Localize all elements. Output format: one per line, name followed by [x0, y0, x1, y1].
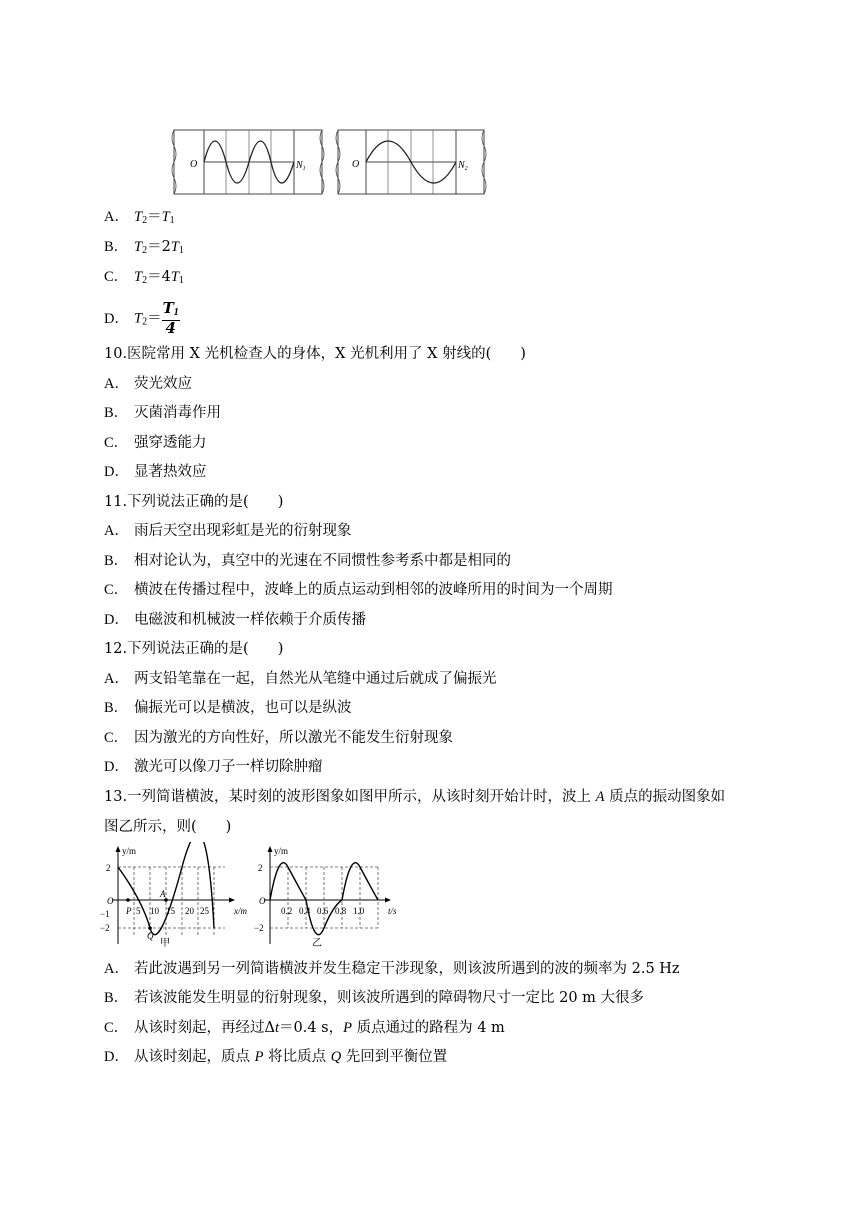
q10-option-d: D． 显著热效应 — [104, 464, 207, 480]
q11-option-c: C． 横波在传播过程中，波峰上的质点运动到相邻的波峰所用的时间为一个周期 — [104, 582, 613, 598]
oscillograph-panel-2 — [336, 130, 486, 194]
panel2-origin: O — [352, 159, 360, 170]
q11-option-d: D． 电磁波和机械波一样依赖于介质传播 — [104, 612, 366, 628]
q13-option-a: A． 若此波遇到另一列简谐横波并发生稳定干涉现象，则该波所遇到的波的频率为 2.5 Hz — [104, 961, 680, 977]
svg-text:5: 5 — [136, 906, 141, 916]
panel1-origin: O — [190, 159, 198, 170]
svg-text:15: 15 — [166, 906, 175, 916]
q11-stem: 11.下列说法正确的是( ) — [104, 494, 284, 510]
q9-option-d: D． $T_2=$ $\frac{T_1}{4}$ — [104, 299, 179, 337]
q9-option-c: C． $T_2=4T_1$ — [104, 269, 184, 286]
panel1-end: $N_1$ — [296, 160, 306, 172]
point-p — [126, 898, 130, 902]
graph-jia — [100, 842, 260, 950]
q13-option-d: D． 从该时刻起，质点 P 将比质点 Q 先回到平衡位置 — [104, 1049, 448, 1065]
svg-text:20: 20 — [185, 906, 194, 916]
panel2-end: $N_2$ — [458, 160, 468, 172]
q10-option-b: B． 灭菌消毒作用 — [104, 405, 221, 421]
svg-text:25: 25 — [200, 906, 209, 916]
svg-text:0.8: 0.8 — [335, 906, 347, 916]
graph-yi — [254, 842, 404, 950]
svg-text:乙: 乙 — [312, 938, 322, 949]
q12-option-b: B． 偏振光可以是横波，也可以是纵波 — [104, 700, 352, 716]
q10-option-c: C． 强穿透能力 — [104, 435, 207, 451]
q12-option-d: D． 激光可以像刀子一样切除肿瘤 — [104, 759, 323, 775]
svg-text:−1: −1 — [100, 909, 110, 919]
q9-option-b: B． $T_2=2T_1$ — [104, 239, 184, 256]
oscillograph-panel-1 — [172, 130, 324, 194]
svg-text:−2: −2 — [100, 923, 110, 933]
q12-option-c: C． 因为激光的方向性好，所以激光不能发生衍射现象 — [104, 730, 453, 746]
q11-option-a: A． 雨后天空出现彩虹是光的衍射现象 — [104, 523, 352, 539]
svg-text:A: A — [160, 889, 166, 899]
svg-text:O: O — [107, 896, 114, 906]
oscillograph-figure — [170, 126, 488, 198]
q13-stem-line2: 图乙所示，则( ) — [104, 819, 232, 835]
q10-stem: 10.医院常用 X 光机检查人的身体，X 光机利用了 X 射线的( ) — [104, 346, 526, 362]
svg-text:甲: 甲 — [160, 938, 170, 949]
q9-option-a: A． $T_2=T_1$ — [104, 209, 175, 226]
q13-option-c: C． 从该时刻起，再经过Δt＝0.4 s，P 质点通过的路程为 4 m — [104, 1020, 505, 1036]
svg-text:y/m: y/m — [122, 846, 137, 856]
q13-option-b: B． 若该波能发生明显的衍射现象，则该波所遇到的障碍物尺寸一定比 20 m 大很多 — [104, 990, 645, 1006]
q12-option-a: A． 两支铅笔靠在一起，自然光从笔缝中通过后就成了偏振光 — [104, 671, 497, 687]
svg-text:x/m: x/m — [234, 906, 247, 916]
svg-text:2: 2 — [258, 863, 263, 873]
svg-text:10: 10 — [150, 906, 159, 916]
svg-text:P: P — [126, 906, 132, 916]
svg-text:0.4: 0.4 — [299, 906, 311, 916]
svg-text:−2: −2 — [254, 923, 264, 933]
q10-option-a: A． 荧光效应 — [104, 376, 192, 392]
q13-stem-line1: 13.一列简谐横波，某时刻的波形图象如图甲所示，从该时刻开始计时，波上 A 质点的振动图象如 — [104, 789, 726, 805]
svg-text:t/s: t/s — [388, 906, 397, 916]
svg-text:0.6: 0.6 — [317, 906, 329, 916]
svg-text:0.2: 0.2 — [281, 906, 293, 916]
q11-option-b: B． 相对论认为，真空中的光速在不同惯性参考系中都是相同的 — [104, 553, 511, 569]
svg-text:2: 2 — [106, 863, 111, 873]
svg-text:y/m: y/m — [274, 846, 289, 856]
point-q — [148, 926, 152, 930]
svg-text:O: O — [259, 896, 266, 906]
svg-text:Q: Q — [147, 931, 154, 941]
q12-stem: 12.下列说法正确的是( ) — [104, 641, 284, 657]
fraction-t1-over-4: $\frac{T_1}{4}$ — [162, 299, 179, 337]
svg-text:1.0: 1.0 — [353, 906, 365, 916]
